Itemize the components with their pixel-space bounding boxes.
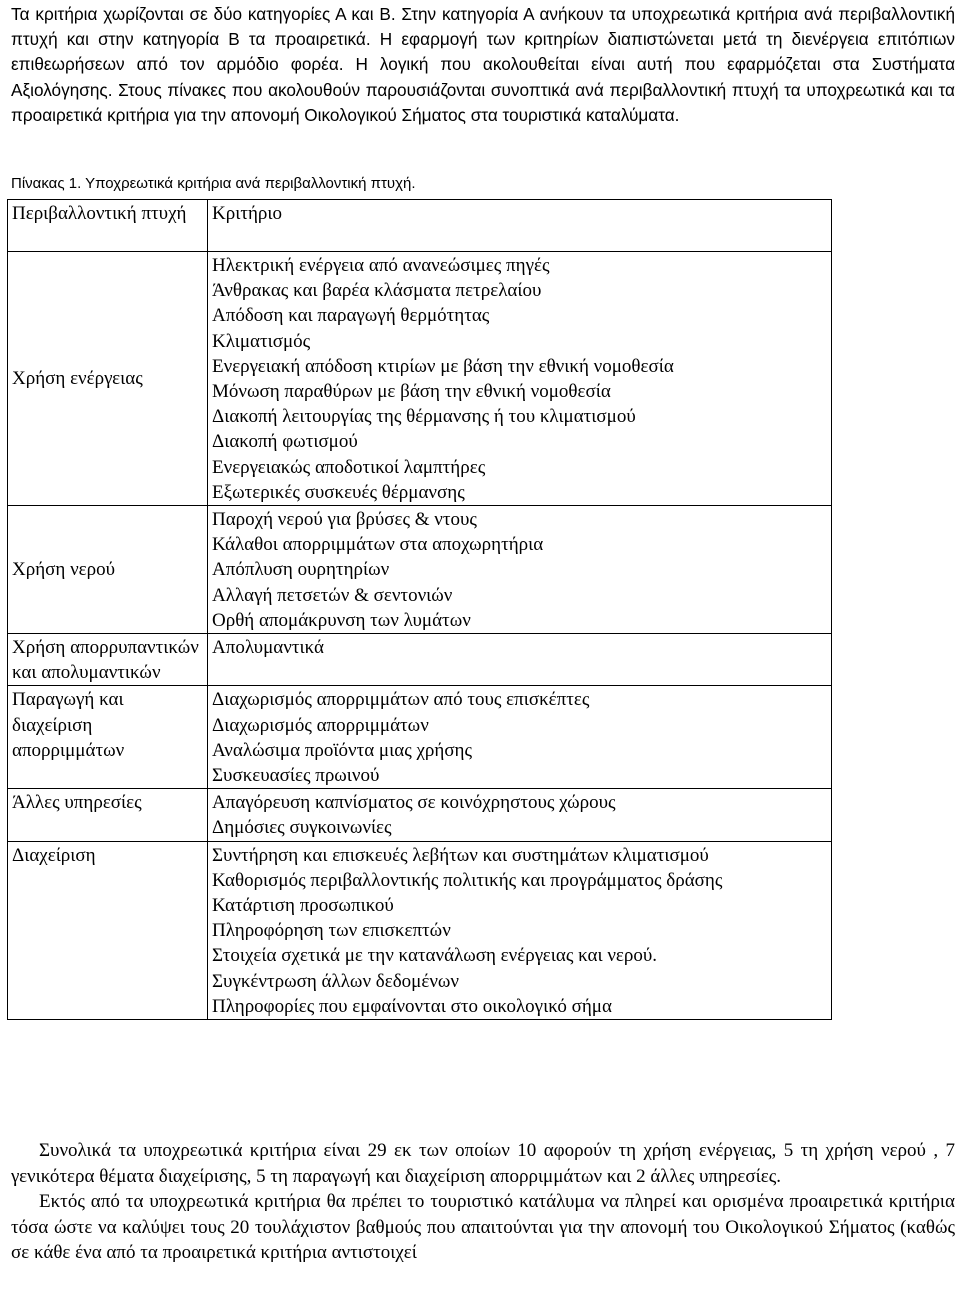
criterion-item: Συσκευασίες πρωινού (212, 765, 380, 787)
criterion-item: Στοιχεία σχετικά με την κατανάλωση ενέργειας και νερού. (212, 945, 658, 967)
criterion-item: Κλιματισμός (212, 330, 311, 352)
criterion-item: Απόδοση και παραγωγή θερμότητας (212, 305, 490, 327)
criterion-item: Ενεργειακώς αποδοτικοί λαμπτήρες (212, 456, 486, 478)
criterion-item: Κάλαθοι απορριμμάτων στα αποχωρητήρια (212, 534, 544, 556)
area-detergents: Χρήση απορρυπαντικών και απολυμαντικών (8, 634, 208, 686)
header-area: Περιβαλλοντική πτυχή (8, 200, 208, 252)
criterion-item: Μόνωση παραθύρων με βάση την εθνική νομοθεσία (212, 381, 611, 403)
table-caption: Πίνακας 1. Υποχρεωτικά κριτήρια ανά περιβαλλοντική πτυχή. (11, 175, 416, 192)
criteria-cell (208, 252, 832, 506)
intro-paragraph: Τα κριτήρια χωρίζονται σε δύο κατηγορίες Α και Β. Στην κατηγορία Α ανήκουν τα υποχρεωτικά κριτήρια ανά περιβαλλοντική πτυχή και στην κατηγορία Β τα προαιρετικά. Η εφαρμογή των κριτηρίων διαπιστώνεται μετά τη διενέργεια επιτόπιων επιθεωρήσεων από τον αρμόδιο φορέα. Η λογική που ακολουθείται είναι αυτή που εφαρμόζεται στα Συστήματα Αξιολόγησης. Στους πίνακες που ακολουθούν παρουσιάζονται συνοπτικά ανά περιβαλλοντική πτυχή τα υποχρεωτικά και τα προαιρετικά κριτήρια για την απονομή Οικολογικού Σήματος στα τουριστικά καταλύματα. (11, 4, 955, 125)
criterion-item: Συγκέντρωση άλλων δεδομένων (212, 970, 460, 992)
criterion-item: Πληροφορίες που εμφαίνονται στο οικολογικό σήμα (212, 995, 612, 1017)
table-row (8, 789, 832, 841)
criterion-item: Απαγόρευση καπνίσματος σε κοινόχρηστους χώρους (212, 792, 616, 814)
header-criterion: Κριτήριο (208, 200, 832, 252)
criteria-cell (208, 686, 832, 789)
criterion-item: Αναλώσιμα προϊόντα μιας χρήσης (212, 739, 473, 761)
criterion-item: Κατάρτιση προσωπικού (212, 895, 394, 917)
criterion-item: Ηλεκτρική ενέργεια από ανανεώσιμες πηγές (212, 255, 550, 276)
criteria-cell (208, 506, 832, 634)
criteria-cell (208, 634, 832, 686)
table-row (8, 686, 832, 789)
area-water: Χρήση νερού (8, 506, 208, 634)
criterion-item: Απόπλυση ουρητηρίων (212, 559, 390, 581)
table-row (8, 506, 832, 634)
summary-text (11, 1138, 955, 1266)
criterion-item: Ορθή απομάκρυνση των λυμάτων (212, 609, 471, 631)
criterion-item: Παροχή νερού για βρύσες & ντους (212, 509, 477, 531)
area-waste: Παραγωγή και διαχείριση απορριμμάτων (8, 686, 208, 789)
table-header-row (8, 200, 832, 252)
table-row (8, 634, 832, 686)
optional-criteria-paragraph: Εκτός από τα υποχρεωτικά κριτήρια θα πρέπει το τουριστικό κατάλυμα να πληρεί και ορισμένα προαιρετικά κριτήρια τόσα ώστε να καλύψει τους 20 τουλάχιστον βαθμούς που απαιτούνται για την απονομή του Οικολογικού Σήματος (καθώς σε κάθε ένα από τα προαιρετικά κριτήρια αντιστοιχεί (11, 1191, 955, 1264)
criteria-cell (208, 789, 832, 841)
criterion-item: Απολυμαντικά (212, 637, 324, 659)
table-row (8, 252, 832, 506)
criteria-table (7, 199, 832, 1020)
criterion-item: Εξωτερικές συσκευές θέρμανσης (212, 481, 465, 503)
criterion-item: Συντήρηση και επισκευές λεβήτων και συστημάτων κλιματισμού (212, 844, 709, 866)
criterion-item: Ενεργειακή απόδοση κτιρίων με βάση την εθνική νομοθεσία (212, 355, 674, 377)
criterion-item: Αλλαγή πετσετών & σεντονιών (212, 584, 453, 606)
criterion-item: Δημόσιες συγκοινωνίες (212, 817, 392, 839)
area-energy: Χρήση ενέργειας (8, 252, 208, 506)
table-row (8, 841, 832, 1019)
criterion-item: Πληροφόρηση των επισκεπτών (212, 920, 451, 942)
area-management: Διαχείριση (8, 841, 208, 1019)
criterion-item: Άνθρακας και βαρέα κλάσματα πετρελαίου (212, 280, 542, 302)
criteria-cell (208, 841, 832, 1019)
criterion-item: Διακοπή φωτισμού (212, 431, 358, 453)
area-other-services: Άλλες υπηρεσίες (8, 789, 208, 841)
criterion-item: Διακοπή λειτουργίας της θέρμανσης ή του κλιματισμού (212, 406, 636, 428)
summary-paragraph: Συνολικά τα υποχρεωτικά κριτήρια είναι 29 εκ των οποίων 10 αφορούν τη χρήση ενέργειας, 5 τη χρήση νερού , 7 γενικότερα θέματα διαχείρισης, 5 τη παραγωγή και διαχείριση απορριμμάτων και 2 άλλες υπηρεσίες. (11, 1140, 955, 1187)
criterion-item: Διαχωρισμός απορριμμάτων (212, 714, 429, 736)
criterion-item: Διαχωρισμός απορριμμάτων από τους επισκέπτες (212, 689, 590, 711)
criterion-item: Καθορισμός περιβαλλοντικής πολιτικής και προγράμματος δράσης (212, 869, 723, 891)
